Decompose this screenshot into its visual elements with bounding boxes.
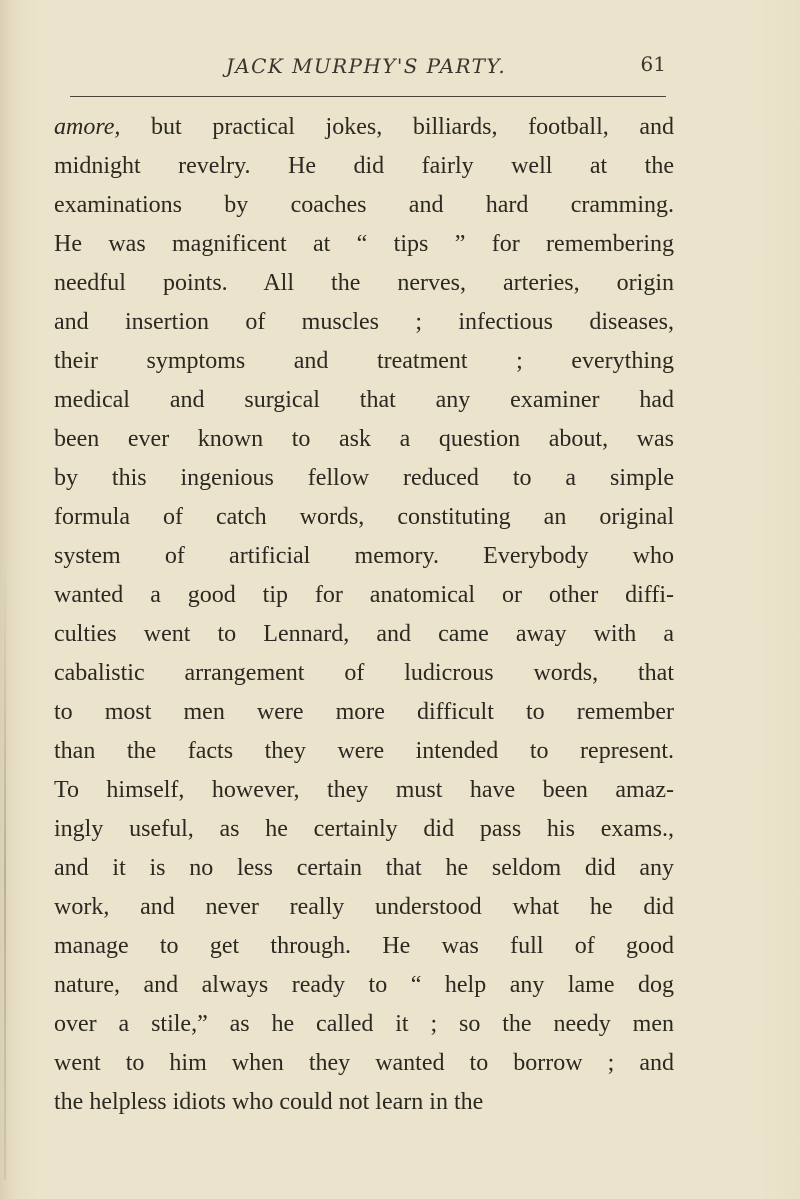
text-line: been ever known to ask a question about, was [54,426,674,452]
text-line: formula of catch words, constituting an original [54,504,674,530]
text-line: over a stile,” as he called it ; so the needy men [54,1011,674,1037]
text-line: work, and never really understood what he did [54,894,674,920]
running-head-title: JACK MURPHY'S PARTY. [225,54,507,78]
text-line: by this ingenious fellow reduced to a simple [54,465,674,491]
body-text [54,108,674,1122]
text-line: cabalistic arrangement of ludicrous words, that [54,660,674,686]
text-line: ingly useful, as he certainly did pass his exams., [54,816,674,842]
running-head [66,52,666,96]
page-number: 61 [640,52,666,76]
text-line: to most men were more difficult to remember [54,699,674,725]
text-line: wanted a good tip for anatomical or other diffi- [54,582,674,608]
binding-shadow [4,560,6,1180]
italic-word: amore, [54,114,121,140]
text-line: the helpless idiots who could not learn in the [54,1089,484,1115]
text-line: manage to get through. He was full of good [54,933,674,959]
text-line: To himself, however, they must have been amaz- [54,777,674,803]
text-line-rest: but practical jokes, billiards, football, and [120,114,674,140]
text-line: went to him when they wanted to borrow ; and [54,1050,674,1076]
text-line: culties went to Lennard, and came away with a [54,621,674,647]
text-line: nature, and always ready to “ help any lame dog [54,972,674,998]
text-line: and it is no less certain that he seldom did any [54,855,674,881]
text-line: midnight revelry. He did fairly well at the [54,153,674,179]
text-line [54,108,674,147]
text-line: examinations by coaches and hard cramming. [54,192,674,218]
text-line: their symptoms and treatment ; everything [54,348,674,374]
text-line: and insertion of muscles ; infectious diseases, [54,309,674,335]
text-line: than the facts they were intended to represent. [54,738,674,764]
text-line: needful points. All the nerves, arteries, origin [54,270,674,296]
text-line: He was magnificent at “ tips ” for remembering [54,231,674,257]
header-rule [70,96,666,97]
text-line: system of artificial memory. Everybody who [54,543,674,569]
text-line: medical and surgical that any examiner had [54,387,674,413]
